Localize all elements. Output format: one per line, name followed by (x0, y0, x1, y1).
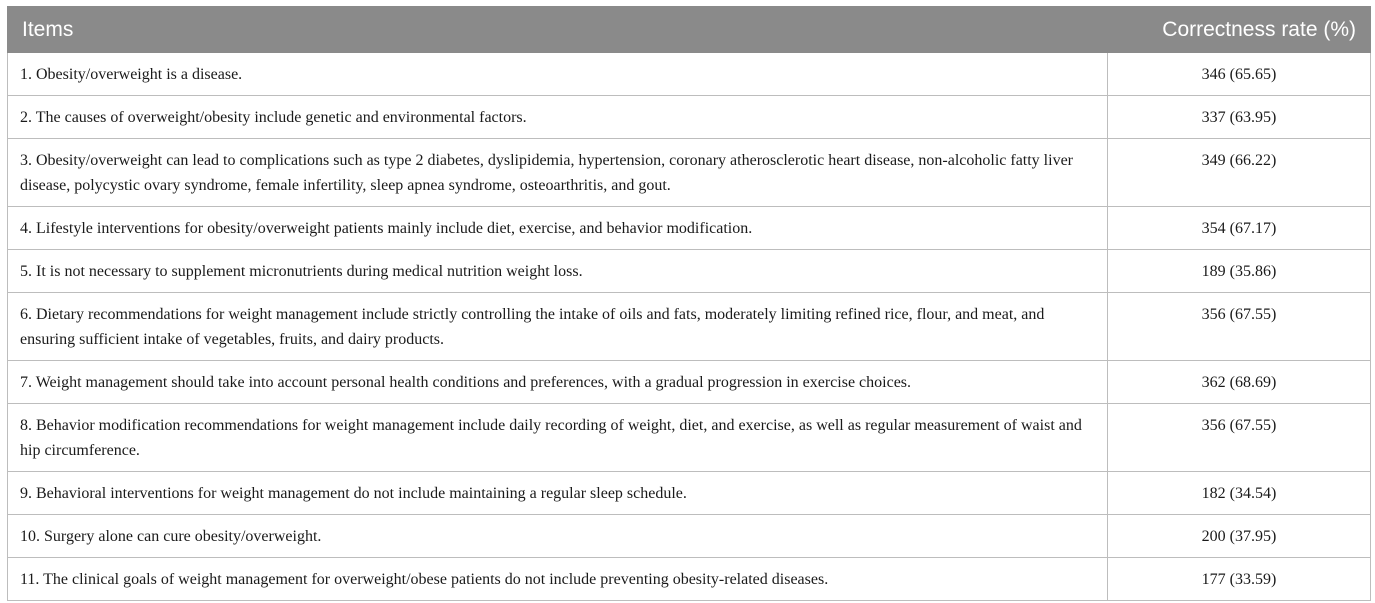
item-text: 7. Weight management should take into account personal health conditions and preferences, with a gradual progression in exercise choices. (8, 361, 1108, 404)
rate-value: 337 (63.95) (1108, 96, 1371, 139)
item-text: 5. It is not necessary to supplement micronutrients during medical nutrition weight loss. (8, 250, 1108, 293)
rate-value: 349 (66.22) (1108, 139, 1371, 207)
item-text: 3. Obesity/overweight can lead to complications such as type 2 diabetes, dyslipidemia, hypertension, coronary atherosclerotic heart disease, non-alcoholic fatty liver disease, polycystic ovary syndrome, female infertility, sleep apnea syndrome, osteoarthritis, and gout. (8, 139, 1108, 207)
rate-value: 346 (65.65) (1108, 53, 1371, 96)
item-text: 11. The clinical goals of weight management for overweight/obese patients do not include preventing obesity-related diseases. (8, 558, 1108, 601)
table-row (8, 515, 1371, 558)
item-text: 2. The causes of overweight/obesity include genetic and environmental factors. (8, 96, 1108, 139)
item-text: 10. Surgery alone can cure obesity/overweight. (8, 515, 1108, 558)
table-row (8, 558, 1371, 601)
rate-value: 354 (67.17) (1108, 207, 1371, 250)
rate-value: 182 (34.54) (1108, 472, 1371, 515)
item-text: 1. Obesity/overweight is a disease. (8, 53, 1108, 96)
table-row (8, 139, 1371, 207)
rate-value: 200 (37.95) (1108, 515, 1371, 558)
correctness-table (7, 6, 1371, 601)
table-row (8, 207, 1371, 250)
table-row (8, 293, 1371, 361)
rate-value: 356 (67.55) (1108, 293, 1371, 361)
table-row (8, 472, 1371, 515)
rate-value: 177 (33.59) (1108, 558, 1371, 601)
rate-value: 356 (67.55) (1108, 404, 1371, 472)
table-row (8, 404, 1371, 472)
rate-value: 189 (35.86) (1108, 250, 1371, 293)
table-row (8, 361, 1371, 404)
table-row (8, 53, 1371, 96)
item-text: 9. Behavioral interventions for weight management do not include maintaining a regular sleep schedule. (8, 472, 1108, 515)
header-items: Items (8, 7, 1108, 53)
item-text: 6. Dietary recommendations for weight management include strictly controlling the intake of oils and fats, moderately limiting refined rice, flour, and meat, and ensuring sufficient intake of vegetables, fruits, and dairy products. (8, 293, 1108, 361)
table-row (8, 96, 1371, 139)
item-text: 4. Lifestyle interventions for obesity/overweight patients mainly include diet, exercise, and behavior modification. (8, 207, 1108, 250)
header-correctness-rate: Correctness rate (%) (1108, 7, 1371, 53)
header-row (8, 7, 1371, 53)
item-text: 8. Behavior modification recommendations for weight management include daily recording of weight, diet, and exercise, as well as regular measurement of waist and hip circumference. (8, 404, 1108, 472)
rate-value: 362 (68.69) (1108, 361, 1371, 404)
table-row (8, 250, 1371, 293)
